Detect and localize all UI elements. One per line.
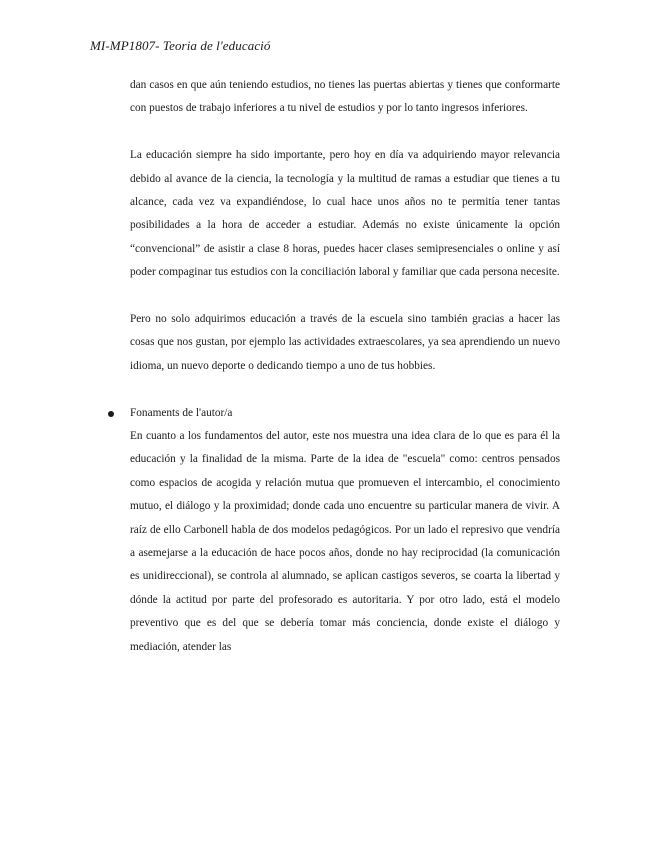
- paragraph-2: La educación siempre ha sido importante, pero hoy en día va adquiriendo mayor relevancia debido al avance de la ciencia, la tecnología y la multitud de ramas a estudiar que tienes a tu alcance, cada vez va expandiéndose, lo cual hace unos años no te permitía tener tantas posibilidades a la hora de acceder a estudiar. Además no existe únicamente la opción “convencional” de asistir a clase 8 horas, puedes hacer clases semipresenciales o online y así poder compaginar tus estudios con la conciliación laboral y familiar que cada persona necesite.: [130, 149, 560, 279]
- paragraph-gap: [130, 121, 560, 144]
- bullet-icon: [108, 411, 114, 417]
- bullet-item: [130, 402, 560, 425]
- paragraph-4: En cuanto a los fundamentos del autor, este nos muestra una idea clara de lo que es para él la educación y la finalidad de la misma. Parte de la idea de "escuela" como: centros pensados como espacios de acogida y relación mutua que promueven el intercambio, el conocimiento mutuo, el diálogo y la proximidad; donde cada uno encuentre su particular manera de vivir. A raíz de ello Carbonell habla de dos modelos pedagógicos. Por un lado el represivo que vendría a asemejarse a la educación de hace pocos años, donde no hay reciprocidad (la comunicación es unidireccional), se controla al alumnado, se aplican castigos severos, se coarta la libertad y dónde la actitud por parte del profesorado es autoritaria. Y por otro lado, está el modelo preventivo que es del que se debería tomar más conciencia, donde existe el diálogo y mediación, atender las: [130, 430, 560, 653]
- page-header: MI-MP1807- Teoria de l'educació: [90, 38, 271, 53]
- paragraph-gap: [130, 285, 560, 308]
- paragraph-1: dan casos en que aún teniendo estudios, no tienes las puertas abiertas y tienes que conformarte con puestos de trabajo inferiores a tu nivel de estudios y por lo tanto ingresos inferiores.: [130, 79, 560, 115]
- paragraph-gap: [130, 378, 560, 401]
- paragraph-3: Pero no solo adquirimos educación a través de la escuela sino también gracias a hacer las cosas que nos gustan, por ejemplo las actividades extraescolares, ya sea aprendiendo un nuevo idioma, un nuevo deporte o dedicando tiempo a uno de tus hobbies.: [130, 313, 560, 372]
- document-body: [130, 74, 560, 659]
- bullet-heading: Fonaments de l'autor/a: [130, 406, 233, 419]
